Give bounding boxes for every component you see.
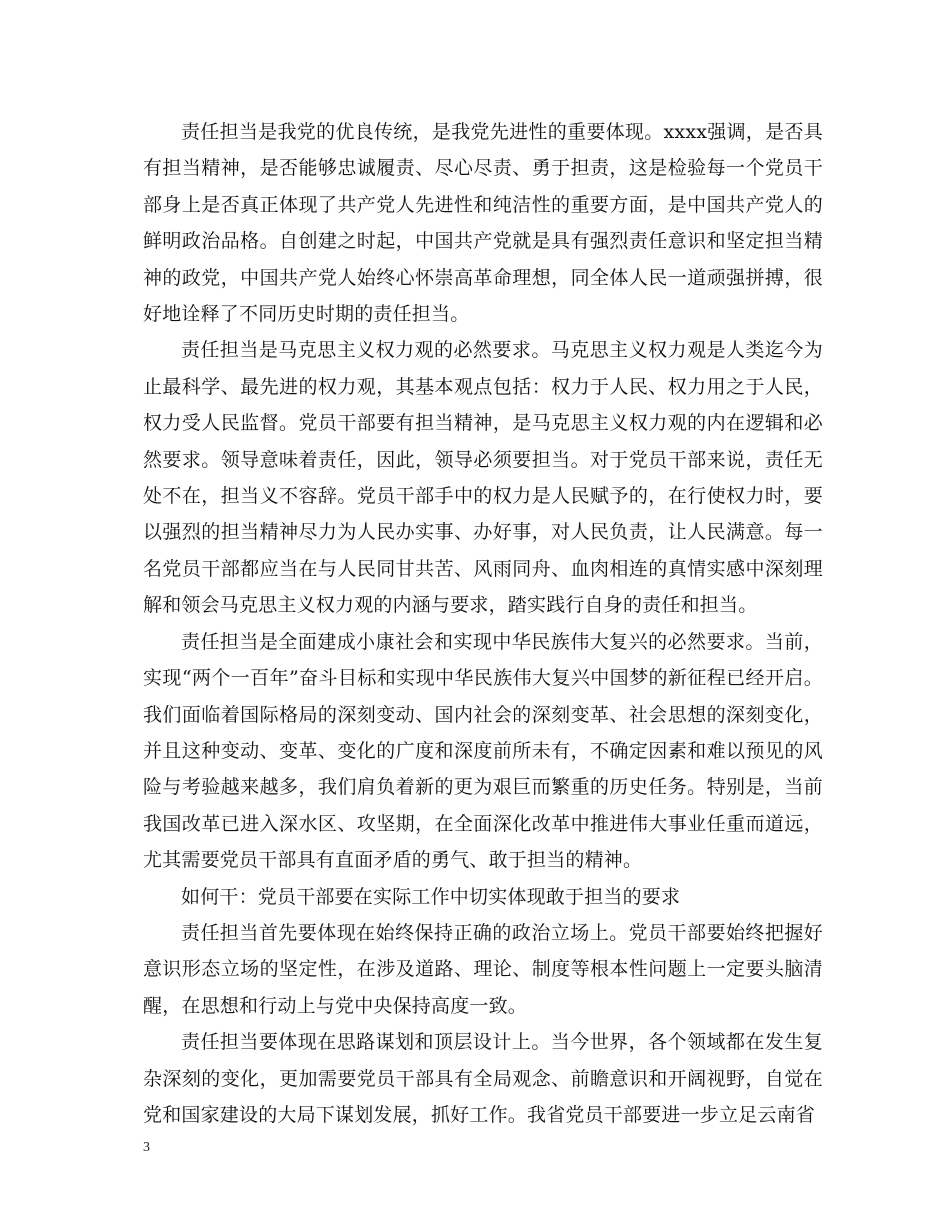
paragraph-power-view: 责任担当是马克思主义权力观的必然要求。马克思主义权力观是人类迄今为止最科学、最先进的权力观，其基本观点包括：权力于人民、权力用之于人民，权力受人民监督。党员干部要有担当精神，是马克思主义权力观的内在逻辑和必然要求。领导意味着责任，因此，领导必须要担当。对于党员干部来说，责任无处不在，担当义不容辞。党员干部手中的权力是人民赋予的，在行使权力时，要以强烈的担当精神尽力为人民办实事、办好事，对人民负责，让人民满意。每一名党员干部都应当在与人民同甘共苦、风雨同舟、血肉相连的真情实感中深刻理解和领会马克思主义权力观的内涵与要求，踏实践行自身的责任和担当。	[143, 339, 823, 617]
page-number: 3	[143, 1140, 150, 1155]
paragraph-rejuvenation: 责任担当是全面建成小康社会和实现中华民族伟大复兴的必然要求。当前，实现“两个一百年”奋斗目标和实现中华民族伟大复兴中国梦的新征程已经开启。我们面临着国际格局的深刻变动、国内社会的深刻变革、社会思想的深刻变化，并且这种变动、变革、变化的广度和深度前所未有，不确定因素和难以预见的风险与考验越来越多，我们肩负着新的更为艰巨而繁重的历史任务。特别是，当前我国改革已进入深水区、攻坚期，在全面深化改革中推进伟大事业任重而道远，尤其需要党员干部具有直面矛盾的勇气、敢于担当的精神。	[143, 630, 823, 872]
paragraph-political-stance: 责任担当首先要体现在始终保持正确的政治立场上。党员干部要始终把握好意识形态立场的坚定性，在涉及道路、理论、制度等根本性问题上一定要头脑清醒，在思想和行动上与党中央保持高度一致。	[143, 921, 823, 1017]
paragraph-tradition: 责任担当是我党的优良传统，是我党先进性的重要体现。xxxx强调，是否具有担当精神，是否能够忠诚履责、尽心尽责、勇于担责，这是检验每一个党员干部身上是否真正体现了共产党人先进性和纯洁性的重要方面，是中国共产党人的鲜明政治品格。自创建之时起，中国共产党就是具有强烈责任意识和坚定担当精神的政党，中国共产党人始终心怀崇高革命理想，同全体人民一道顽强拼搏，很好地诠释了不同历史时期的责任担当。	[143, 121, 823, 326]
paragraph-top-design: 责任担当要体现在思路谋划和顶层设计上。当今世界，各个领域都在发生复杂深刻的变化，更加需要党员干部具有全局观念、前瞻意识和开阔视野，自觉在党和国家建设的大局下谋划发展，抓好工作。我省党员干部要进一步立足云南省	[143, 1031, 823, 1126]
section-heading: 如何干：党员干部要在实际工作中切实体现敢于担当的要求	[181, 885, 681, 908]
document-body	[143, 114, 823, 1133]
